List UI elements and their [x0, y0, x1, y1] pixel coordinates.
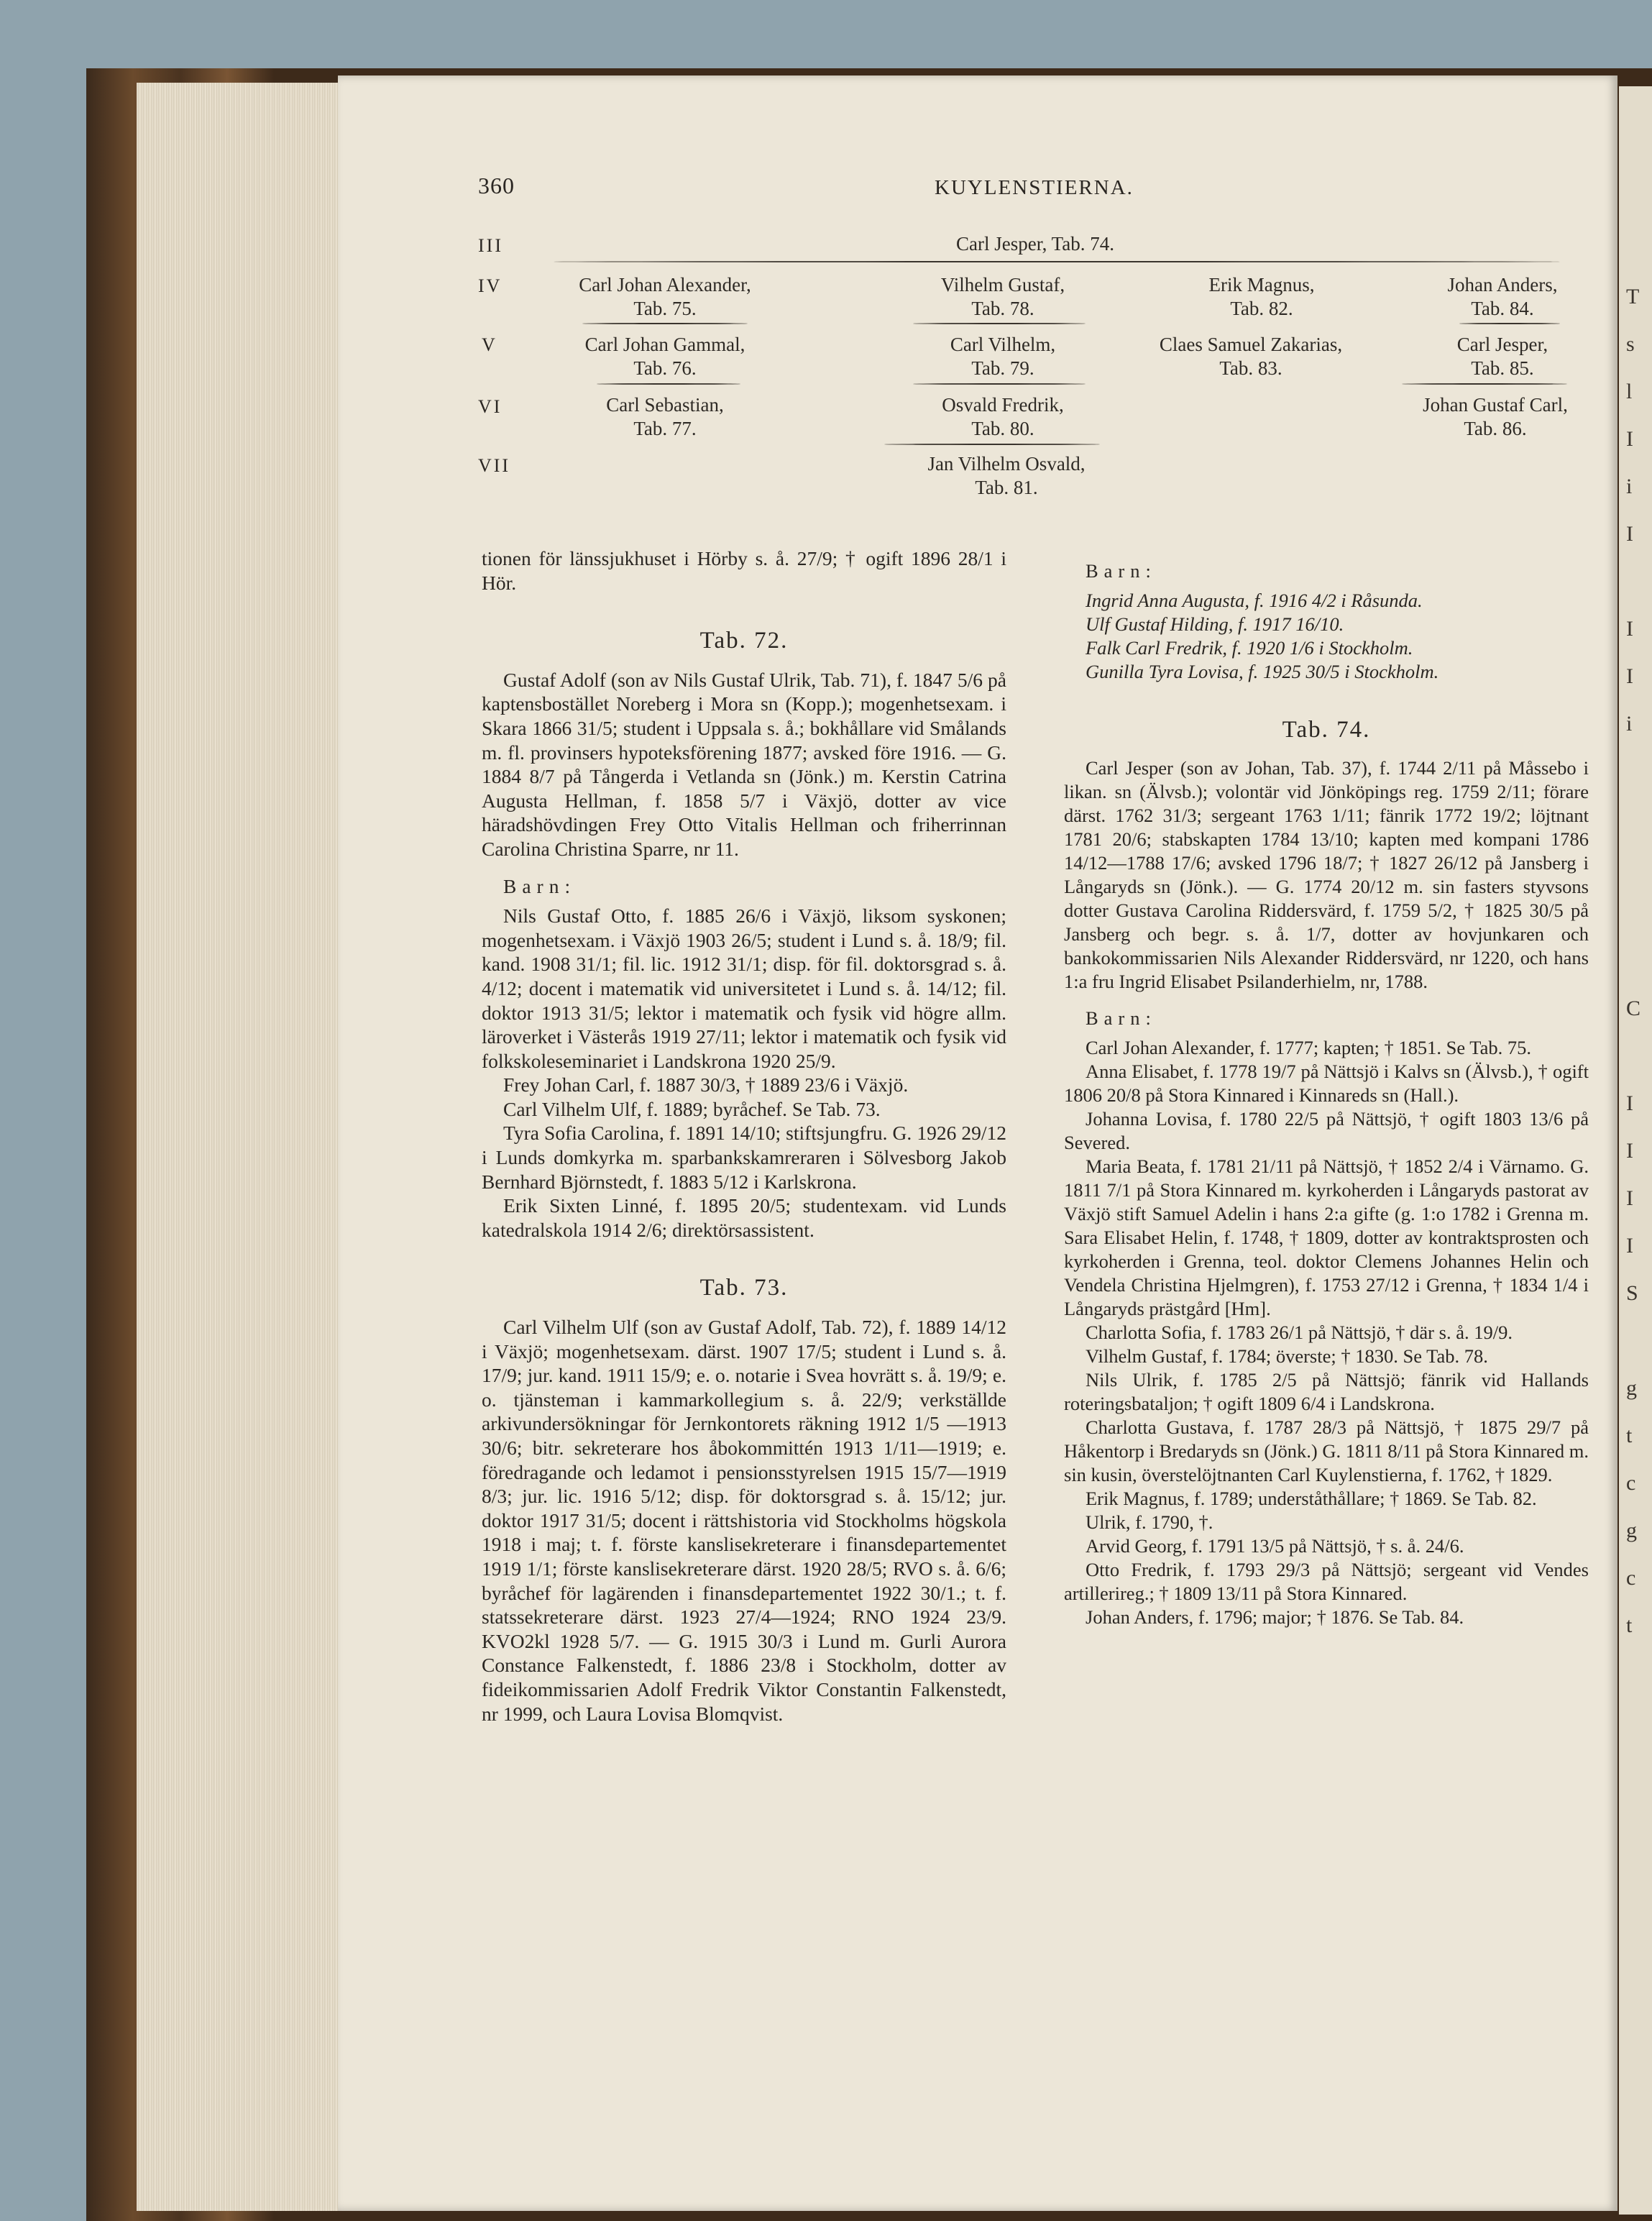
page-edges	[137, 83, 345, 2211]
section-heading: Tab. 74.	[1282, 717, 1371, 743]
tree-node	[1387, 333, 1617, 380]
child-entry: Gunilla Tyra Lovisa, f. 1925 30/5 i Stockholm.	[1086, 661, 1439, 682]
tree-brace	[913, 383, 1086, 385]
paragraph: Carl Vilhelm Ulf (son av Gustaf Adolf, Tab. 72), f. 1889 14/12 i Växjö; mogenhetsexam. därst. 1907 17/5; student i Lund s. å. 17/9; jur. kand. 1911 15/9; e. o. notarie i Svea hovrätt s. å. 19/9; e. o. tjänsteman i kammarkollegium s. å. 22/9; verkställde arkivundersökningar för Jernkontorets räkning 1912 1/5 —1913 30/6; bitr. sekreterare hos åbokommittén 1913 1/11—1919; e. föredragande och ledamot i pensionsstyrelsen 1915 15/7—1919 8/3; jur. lic. 1916 5/12; disp. för doktorsgrad s. å. 15/12; jur. doktor 1917 31/5; docent i rättshistoria vid Stockholms högskola 1918 i maj; t. f. förste kanslisekreterare i finansdepartementet 1919 1/1; förste kanslisekreterare därst. 1920 28/5; RVO s. å. 6/6; byråchef för lagärenden i finansdepartementet 1922 30/1.; t. f. statssekreterare därst. 1923 27/4—1924; RNO 1924 23/9. KVO2kl 1928 5/7. — G. 1915 30/3 i Lund m. Gurli Aurora Constance Falkenstedt, f. 1886 23/8 i Stockholm, dotter av fideikommissarien Adolf Fredrik Viktor Constantin Falkenstedt, nr 1999, och Laura Lovisa Blomqvist.	[482, 1316, 1006, 1725]
node-tab: Tab. 75.	[633, 298, 697, 319]
sliver-glyph: I	[1626, 427, 1633, 451]
sliver-glyph: I	[1626, 1186, 1633, 1210]
sliver-glyph	[1626, 843, 1651, 890]
child-entry: Johanna Lovisa, f. 1780 22/5 på Nättsjö, † ogift 1803 13/6 på Severed.	[1064, 1108, 1589, 1153]
sliver-glyph: c	[1626, 1471, 1636, 1495]
sliver-glyph	[1626, 1032, 1651, 1080]
right-column	[1064, 546, 1589, 1629]
running-title: KUYLENSTIERNA.	[935, 176, 1134, 199]
child-entry: Nils Gustaf Otto, f. 1885 26/6 i Växjö, liksom syskonen; mogenhetsexam. i Växjö 1903 26/5; student i Lund s. å. 18/9; fil. kand. 1908 31/1; fil. lic. 1912 31/1; disp. för fil. doktorsgrad s. å. 4/12; docent i matematik vid universitetet i Lund s. å. 14/12; fil. doktor 1913 31/5; lektor i matematik och fysik vid högre allm. läroverket i Västerås 1919 27/11; lektor i matematik och fysik vid folkskoleseminariet i Landskrona 1920 25/9.	[482, 905, 1006, 1072]
tree-node	[532, 393, 798, 441]
sliver-glyph: s	[1626, 332, 1635, 356]
sliver-glyph: I	[1626, 522, 1633, 546]
sliver-glyph: I	[1626, 1139, 1633, 1163]
tree-brace	[913, 323, 1086, 324]
sliver-glyph	[1626, 890, 1651, 938]
tree-root: Carl Jesper, Tab. 74.	[956, 233, 1114, 255]
tree-node	[855, 452, 1157, 500]
node-name: Johan Anders,	[1447, 274, 1558, 296]
node-name: Claes Samuel Zakarias,	[1159, 334, 1343, 355]
generation-label: III	[478, 235, 503, 256]
child-entry: Johan Anders, f. 1796; major; † 1876. Se Tab. 84.	[1086, 1606, 1464, 1628]
book-page	[338, 75, 1617, 2211]
sliver-glyph: I	[1626, 664, 1633, 688]
section-heading: Tab. 72.	[699, 628, 789, 654]
tree-node	[532, 333, 798, 380]
sliver-glyph: I	[1626, 1234, 1633, 1258]
child-entry: Ulf Gustaf Hilding, f. 1917 16/10.	[1086, 613, 1344, 635]
child-entry: Vilhelm Gustaf, f. 1784; överste; † 1830. Se Tab. 78.	[1086, 1345, 1488, 1367]
page-number: 360	[478, 173, 515, 198]
tree-node	[1093, 333, 1409, 380]
tree-node	[1387, 273, 1617, 321]
sliver-glyph: C	[1626, 997, 1641, 1020]
sliver-glyph: t	[1626, 1613, 1633, 1637]
sliver-glyph: g	[1626, 1519, 1637, 1542]
node-tab: Tab. 77.	[633, 418, 697, 439]
sliver-glyph: i	[1626, 712, 1633, 736]
node-tab: Tab. 79.	[971, 357, 1034, 379]
children-label: Barn:	[503, 874, 577, 897]
tree-brace	[1459, 323, 1560, 324]
child-entry: Erik Magnus, f. 1789; underståthållare; † 1869. Se Tab. 82.	[1086, 1488, 1537, 1509]
tree-node	[532, 273, 798, 321]
child-entry: Maria Beata, f. 1781 21/11 på Nättsjö, † 1852 2/4 i Värnamo. G. 1811 7/1 på Stora Kinnared m. kyrkoherden i Långaryds pastorat av Växjö stift Samuel Adelin i hans 2:a gifte (g. 1:o 1782 i Grenna m. Sara Elisabet Helin, f. 1748, † 1809, dotter av kontraktsprosten och kyrkoherden i Grenna, teol. doktor Clemens Johannes Helin och Vendela Christina Hjelmgren), f. 1753 27/12 i Grenna, † 1834 1/4 i Långaryds prästgård [Hm].	[1064, 1155, 1589, 1319]
right-page-sliver-text	[1626, 273, 1651, 1649]
child-entry: Charlotta Sofia, f. 1783 26/1 på Nättsjö, † där s. å. 19/9.	[1086, 1322, 1513, 1343]
tree-node	[1129, 273, 1395, 321]
children-label: Barn:	[1086, 1007, 1157, 1029]
node-tab: Tab. 83.	[1219, 357, 1282, 379]
node-name: Erik Magnus,	[1208, 274, 1315, 296]
node-name: Carl Sebastian,	[606, 394, 724, 416]
tree-node	[1373, 393, 1617, 441]
sliver-glyph	[1626, 748, 1651, 795]
node-name: Johan Gustaf Carl,	[1423, 394, 1568, 416]
child-entry: Arvid Georg, f. 1791 13/5 på Nättsjö, † s. å. 24/6.	[1086, 1535, 1464, 1557]
sliver-glyph: t	[1626, 1424, 1633, 1447]
sliver-glyph	[1626, 558, 1651, 605]
paragraph: Gustaf Adolf (son av Nils Gustaf Ulrik, Tab. 71), f. 1847 5/6 på kaptensbostället Noreberg i Mora sn (Kopp.); mogenhetsexam. i Skara 1866 31/5; student i Uppsala s. å.; bokhållare vid Smålands m. fl. provinsers hypoteksförening 1877; avsked före 1916. — G. 1884 8/7 på Tångerda i Vetlanda sn (Jönk.) m. Kerstin Catrina Augusta Hellman, f. 1858 5/7 i Växjö, dotter av vice häradshövdingen Frey Otto Vitalis Hellman och friherrinnan Carolina Christina Sparre, nr 11.	[482, 668, 1006, 860]
tree-brace	[597, 383, 740, 385]
sliver-glyph: g	[1626, 1376, 1637, 1400]
sliver-glyph	[1626, 1317, 1651, 1365]
node-name: Carl Johan Alexander,	[579, 274, 751, 296]
sliver-glyph	[1626, 938, 1651, 985]
tree-brace	[1402, 383, 1567, 385]
tree-brace	[884, 444, 1100, 445]
node-name: Carl Vilhelm,	[950, 334, 1056, 355]
node-name: Carl Jesper,	[1456, 334, 1548, 355]
generation-label: IV	[478, 275, 503, 296]
node-tab: Tab. 82.	[1230, 298, 1293, 319]
sliver-glyph: l	[1626, 380, 1633, 403]
sliver-glyph: I	[1626, 617, 1633, 641]
generation-label: VI	[478, 396, 503, 417]
section-heading: Tab. 73.	[699, 1275, 789, 1301]
sliver-glyph: i	[1626, 475, 1633, 498]
tree-brace	[554, 261, 1560, 262]
child-entry: Charlotta Gustava, f. 1787 28/3 på Nättsjö, † 1875 29/7 på Håkentorp i Bredaryds sn (Jönk.) G. 1811 8/11 på Stora Kinnared m. sin kusin, överstelöjtnanten Carl Kuylenstierna, f. 1762, † 1829.	[1064, 1416, 1589, 1485]
generation-label: VII	[478, 455, 511, 476]
sliver-glyph	[1626, 795, 1651, 843]
child-entry: Falk Carl Fredrik, f. 1920 1/6 i Stockholm.	[1086, 637, 1413, 659]
sliver-glyph: I	[1626, 1091, 1633, 1115]
tree-node	[870, 393, 1136, 441]
node-name: Vilhelm Gustaf,	[940, 274, 1065, 296]
child-entry: Nils Ulrik, f. 1785 2/5 på Nättsjö; fänrik vid Hallands roteringsbataljon; † ogift 1809 6/4 i Landskrona.	[1064, 1369, 1589, 1414]
sliver-glyph: T	[1626, 285, 1640, 308]
node-name: Carl Johan Gammal,	[584, 334, 745, 355]
node-name: Jan Vilhelm Osvald,	[927, 453, 1086, 475]
node-tab: Tab. 78.	[971, 298, 1034, 319]
node-tab: Tab. 84.	[1471, 298, 1534, 319]
child-entry: Ingrid Anna Augusta, f. 1916 4/2 i Råsunda.	[1086, 590, 1423, 611]
node-name: Osvald Fredrik,	[942, 394, 1064, 416]
node-tab: Tab. 80.	[971, 418, 1034, 439]
node-tab: Tab. 81.	[975, 477, 1038, 498]
child-entry: Otto Fredrik, f. 1793 29/3 på Nättsjö; sergeant vid Vendes artillerireg.; † 1809 13/11 på Stora Kinnared.	[1064, 1559, 1589, 1604]
genealogy-tree	[338, 75, 1617, 507]
child-entry: Carl Vilhelm Ulf, f. 1889; byråchef. Se Tab. 73.	[503, 1097, 881, 1120]
child-entry: Anna Elisabet, f. 1778 19/7 på Nättsjö i Kalvs sn (Älvsb.), † ogift 1806 20/8 på Stora Kinnared i Kinnareds sn (Hall.).	[1064, 1061, 1589, 1106]
child-entry: Tyra Sofia Carolina, f. 1891 14/10; stiftsjungfru. G. 1926 29/12 i Lunds domkyrka m. sparbankskamreraren i Sölvesborg Jakob Bernhard Björnstedt, f. 1883 5/12 i Karlskrona.	[482, 1122, 1006, 1193]
generation-label: V	[482, 334, 497, 355]
tree-node	[870, 273, 1136, 321]
node-tab: Tab. 76.	[633, 357, 697, 379]
node-tab: Tab. 86.	[1464, 418, 1527, 439]
child-entry: Carl Johan Alexander, f. 1777; kapten; † 1851. Se Tab. 75.	[1086, 1037, 1531, 1058]
node-tab: Tab. 85.	[1471, 357, 1534, 379]
child-entry: Ulrik, f. 1790, †.	[1086, 1511, 1213, 1533]
child-entry: Frey Johan Carl, f. 1887 30/3, † 1889 23/6 i Växjö.	[503, 1073, 909, 1096]
children-label: Barn:	[1086, 560, 1157, 582]
paragraph: tionen för länssjukhuset i Hörby s. å. 27/9; † ogift 1896 28/1 i Hör.	[482, 547, 1006, 594]
paragraph: Carl Jesper (son av Johan, Tab. 37), f. 1744 2/11 på Måssebo i likan. sn (Älvsb.); volontär vid Jönköpings reg. 1759 2/11; förare därst. 1762 31/3; sergeant 1763 1/11; fänrik 1772 19/2; löjtnant 1781 20/6; stabskapten 1784 13/10; kapten med kompani 1786 14/12—1788 17/6; avsked 1796 18/7; † 1827 26/12 på Jansberg i Långaryds sn (Jönk.). — G. 1774 20/12 m. sin fasters styvsons dotter Gustava Carolina Riddersvärd, f. 1759 5/2, † 1825 30/5 på Jansberg och begr. s. å. 1/7, dotter av hovjunkaren och bankokommissarien Nils Alexander Riddersvärd, nr 1220, och hans 1:a fru Ingrid Elisabet Psilanderhielm, nr, 1788.	[1064, 757, 1589, 992]
tree-brace	[582, 323, 748, 324]
left-column	[482, 546, 1006, 1726]
sliver-glyph: S	[1626, 1281, 1638, 1305]
child-entry: Erik Sixten Linné, f. 1895 20/5; studentexam. vid Lunds katedralskola 1914 2/6; direktörsassistent.	[482, 1194, 1006, 1241]
sliver-glyph: c	[1626, 1566, 1636, 1590]
